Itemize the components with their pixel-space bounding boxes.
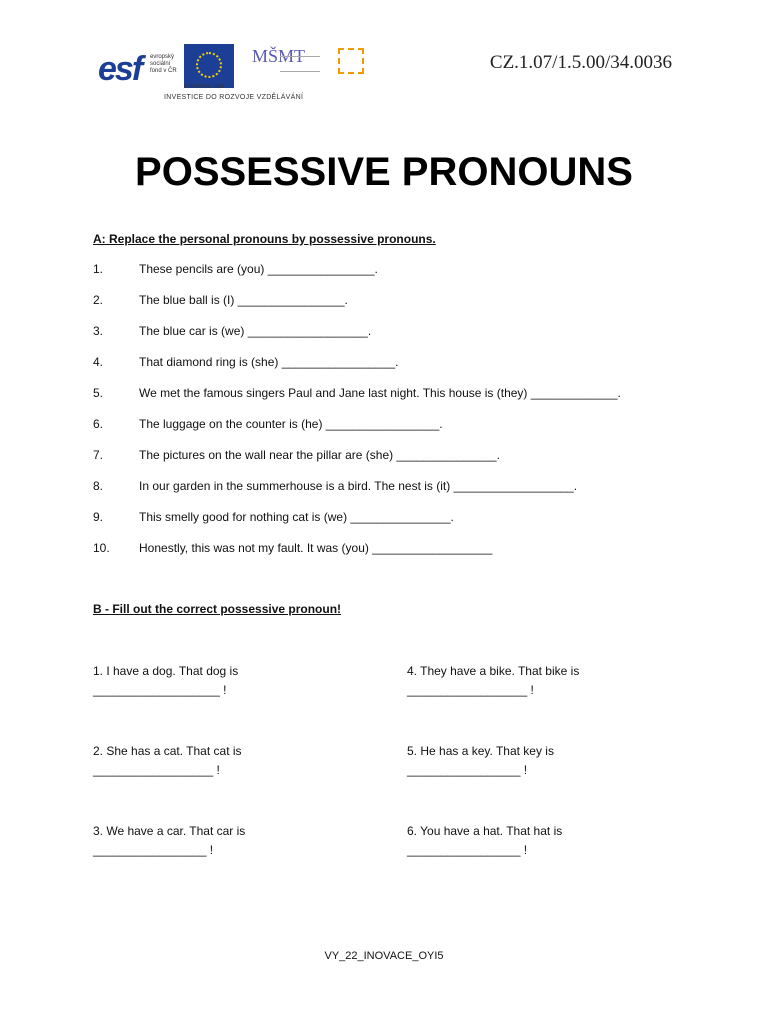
eu-stars-icon <box>196 52 222 78</box>
op-frame-icon <box>338 48 364 74</box>
list-item: 9. This smelly good for nothing cat is (we) _______________. <box>93 510 454 524</box>
project-code: CZ.1.07/1.5.00/34.0036 <box>489 52 672 73</box>
list-item: 10. Honestly, this was not my fault. It was (you) __________________ <box>93 541 493 555</box>
list-item: 8. In our garden in the summerhouse is a bird. The nest is (it) __________________. <box>93 479 578 493</box>
eu-caption: EVROPSKÁ UNIE <box>184 84 225 90</box>
eu-flag-logo <box>184 44 234 88</box>
list-item: 4. That diamond ring is (she) _________________. <box>93 355 399 369</box>
msmt-logo: MŠMT <box>252 44 322 88</box>
section-a-list <box>93 262 693 572</box>
list-item: 1. These pencils are (you) ________________. <box>93 262 378 276</box>
exercise-item: 4. They have a bike. That bike is __________________ ! <box>407 664 580 697</box>
exercise-item: 5. He has a key. That key is _________________ ! <box>407 744 554 777</box>
page-title: POSSESSIVE PRONOUNS <box>135 150 633 194</box>
list-item: 5. We met the famous singers Paul and Jane last night. This house is (they) _____________. <box>93 386 621 400</box>
esf-logo: esf evropský sociální fond v ČR <box>98 50 177 88</box>
exercise-item: 3. We have a car. That car is _________________ ! <box>93 824 246 857</box>
section-b-title: B - Fill out the correct possessive pronoun! <box>93 602 342 616</box>
exercise-item: 2. She has a cat. That cat is __________________ ! <box>93 744 242 777</box>
sponsor-logos <box>92 44 392 106</box>
section-a-title: A: Replace the personal pronouns by possessive pronouns. <box>93 232 436 246</box>
list-item: 7. The pictures on the wall near the pillar are (she) _______________. <box>93 448 500 462</box>
exercise-item: 1. I have a dog. That dog is ___________________ ! <box>93 664 239 697</box>
header <box>92 40 672 110</box>
op-logo <box>332 44 374 88</box>
list-item: 3. The blue car is (we) __________________. <box>93 324 372 338</box>
footer-code: VY_22_INOVACE_OYI5 <box>324 950 444 962</box>
logo-tagline: INVESTICE DO ROZVOJE VZDĚLÁVÁNÍ <box>164 94 304 101</box>
exercise-item: 6. You have a hat. That hat is _________________ ! <box>407 824 563 857</box>
list-item: 6. The luggage on the counter is (he) _________________. <box>93 417 443 431</box>
list-item: 2. The blue ball is (I) ________________. <box>93 293 348 307</box>
